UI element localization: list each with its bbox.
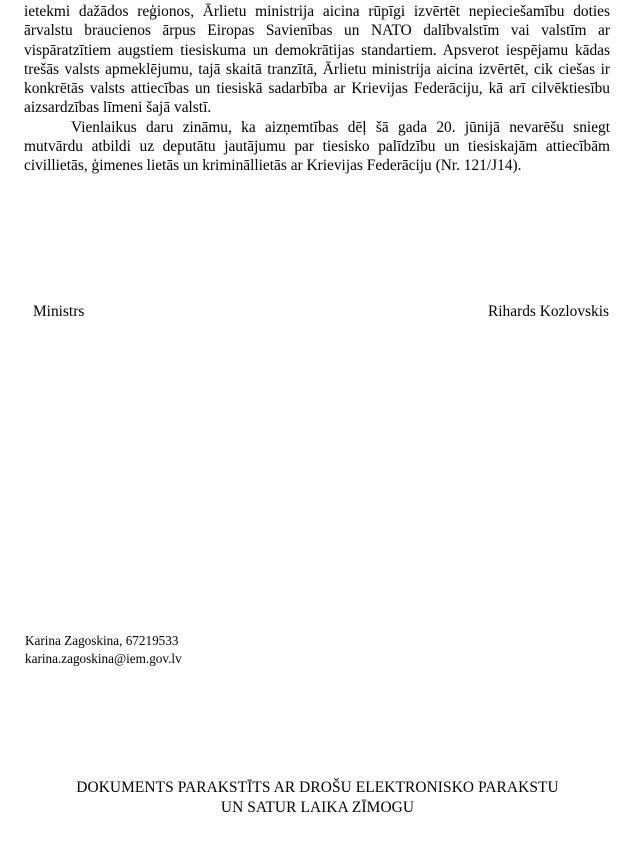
contact-email: karina.zagoskina@iem.gov.lv: [25, 650, 182, 666]
signatory-title: Ministrs: [33, 303, 85, 320]
contact-name-phone: Karina Zagoskina, 67219533: [25, 633, 179, 648]
paragraph-absence-notice: Vienlaikus daru zināmu, ka aizņemtības dēļ šā gada 20. jūnijā nevarēšu sniegt mutvārdu atbildi uz deputātu jautājumu par tiesisko palīdzību un tiesiskajām attiecībām civillietās, ģimenes lietās un krimināllietās ar Krievijas Federāciju (Nr. 121/J14).: [24, 118, 610, 175]
e-signature-notice: [0, 778, 635, 817]
e-signature-notice-line-2: UN SATUR LAIKA ZĪMOGU: [220, 798, 415, 816]
signatory-name: Rihards Kozlovskis: [488, 303, 609, 320]
paragraph-travel-advice: ietekmi dažādos reģionos, Ārlietu ministrija aicina rūpīgi izvērtēt nepieciešamību doties ārvalstu braucienos ārpus Eiropas Savienības un NATO dalībvalstīm vai valstīm ar vispāratzītiem augstiem tiesiskuma un demokrātijas standartiem. Apsverot iespējamu kādas trešās valsts apmeklējumu, tajā skaitā tranzītā, Ārlietu ministrija aicina izvērtēt, cik ciešas ir konkrētās valsts attiecības un tiesiskā sadarbība ar Krievijas Federāciju, kā arī cilvēktiesību aizsardzības līmeni šajā valstī.: [24, 3, 610, 117]
contact-block: [25, 632, 182, 667]
letter-body: [24, 2, 610, 176]
e-signature-notice-line-1: DOKUMENTS PARAKSTĪTS AR DROŠU ELEKTRONISKO PARAKSTU: [76, 779, 559, 796]
